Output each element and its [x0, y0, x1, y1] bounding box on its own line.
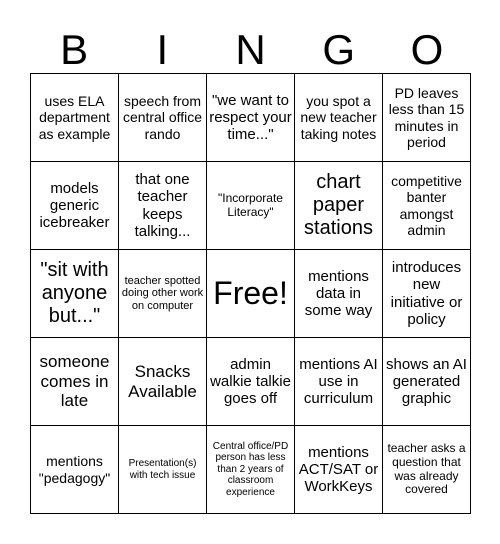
bingo-cell[interactable]: Snacks Available [119, 338, 207, 426]
bingo-cell[interactable]: mentions data in some way [295, 250, 383, 338]
header-letter-i: I [156, 26, 169, 73]
header-letter-b: B [60, 26, 89, 73]
bingo-header [30, 26, 471, 74]
bingo-cell[interactable]: mentions "pedagogy" [31, 426, 119, 514]
bingo-cell[interactable]: models generic icebreaker [31, 162, 119, 250]
bingo-cell[interactable]: uses ELA department as example [31, 74, 119, 162]
bingo-cell[interactable]: introduces new initiative or policy [383, 250, 471, 338]
bingo-cell[interactable]: shows an AI generated graphic [383, 338, 471, 426]
bingo-cell[interactable]: chart paper stations [295, 162, 383, 250]
bingo-cell[interactable]: teacher spotted doing other work on computer [119, 250, 207, 338]
free-space[interactable]: Free! [207, 250, 295, 338]
bingo-board [30, 73, 471, 514]
bingo-cell[interactable]: that one teacher keeps talking... [119, 162, 207, 250]
bingo-cell[interactable]: Presentation(s) with tech issue [119, 426, 207, 514]
bingo-cell[interactable]: "we want to respect your time..." [207, 74, 295, 162]
header-letter-o: O [410, 26, 444, 73]
bingo-cell[interactable]: admin walkie talkie goes off [207, 338, 295, 426]
bingo-cell[interactable]: "sit with anyone but..." [31, 250, 119, 338]
bingo-cell[interactable]: someone comes in late [31, 338, 119, 426]
bingo-cell[interactable]: PD leaves less than 15 minutes in period [383, 74, 471, 162]
bingo-cell[interactable]: mentions AI use in curriculum [295, 338, 383, 426]
bingo-cell[interactable]: you spot a new teacher taking notes [295, 74, 383, 162]
bingo-cell[interactable]: Central office/PD person has less than 2 years of classroom experience [207, 426, 295, 514]
bingo-cell[interactable]: competitive banter amongst admin [383, 162, 471, 250]
bingo-cell[interactable]: mentions ACT/SAT or WorkKeys [295, 426, 383, 514]
bingo-cell[interactable]: teacher asks a question that was already covered [383, 426, 471, 514]
bingo-cell[interactable]: speech from central office rando [119, 74, 207, 162]
bingo-cell[interactable]: "Incorporate Literacy" [207, 162, 295, 250]
header-letter-n: N [235, 26, 266, 73]
header-letter-g: G [322, 26, 356, 73]
